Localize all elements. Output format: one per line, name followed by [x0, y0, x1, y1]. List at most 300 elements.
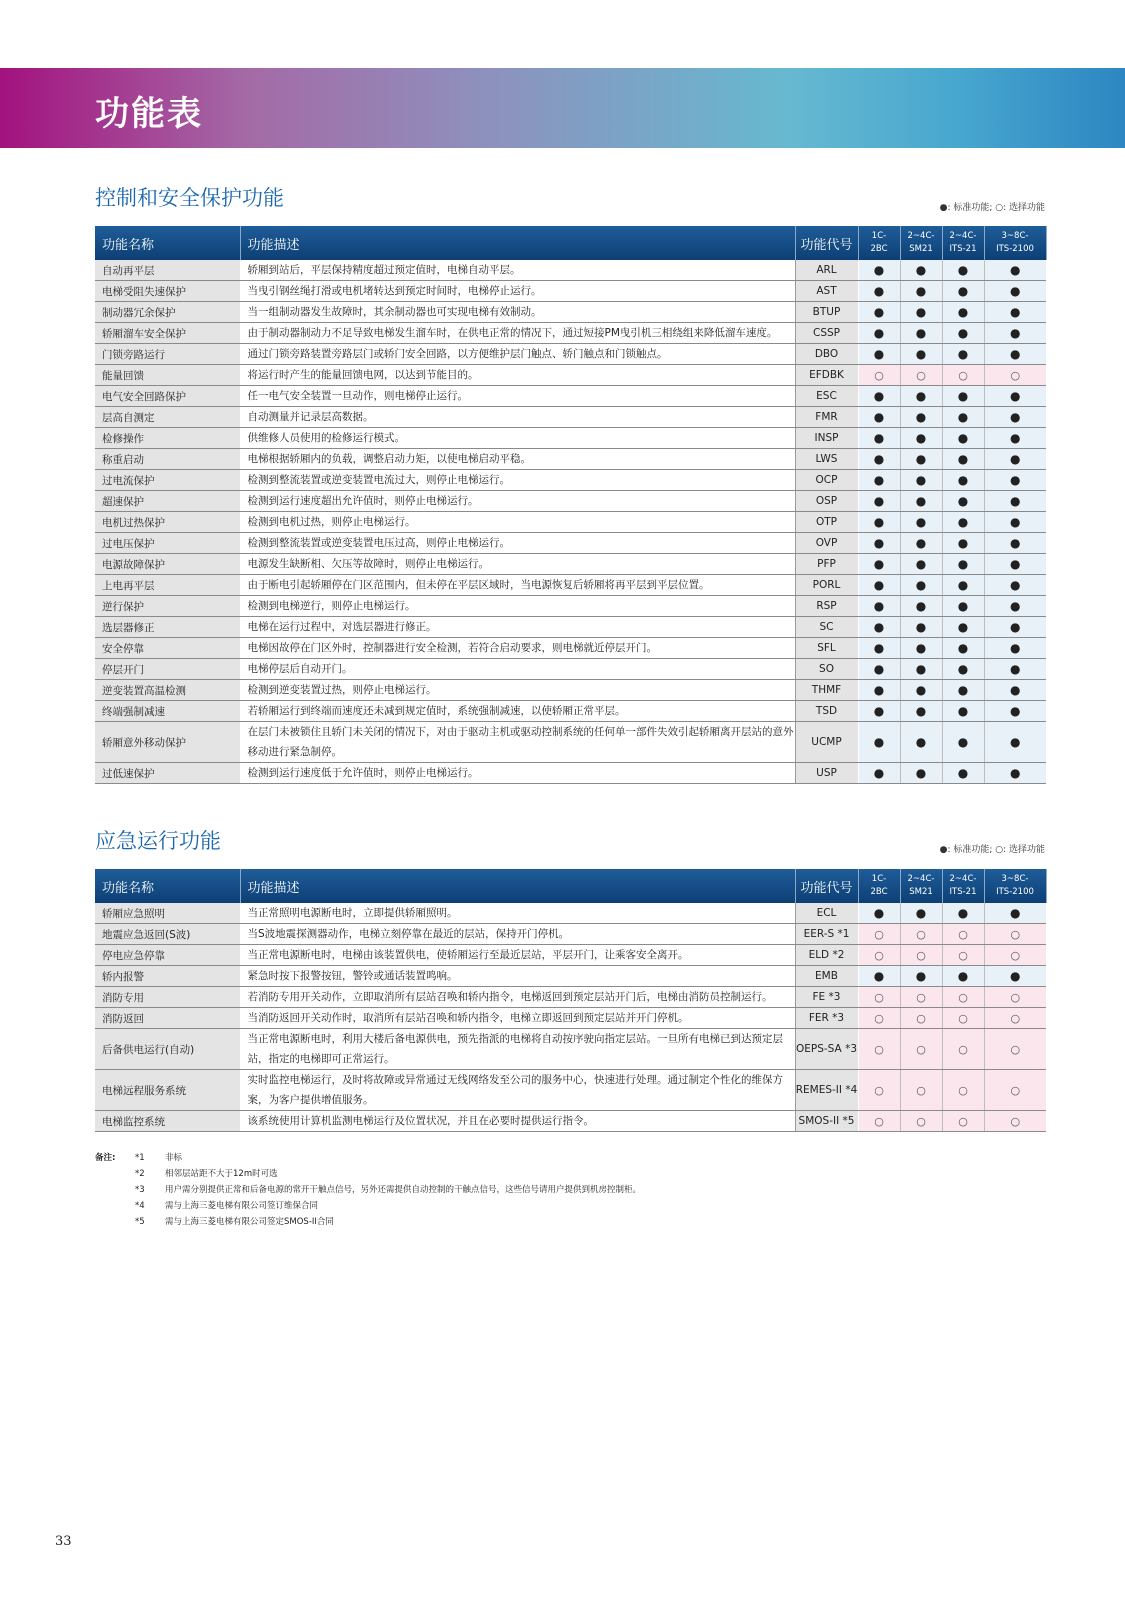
function-description: 检测到整流装置或逆变装置电流过大，则停止电梯运行。 [240, 470, 795, 491]
optional-mark: ○ [942, 924, 984, 945]
table-row [95, 323, 1046, 344]
function-description: 当正常电源断电时，电梯由该装置供电，使轿厢运行至最近层站，平层开门，让乘客安全离开。 [240, 945, 795, 966]
standard-mark: ● [984, 533, 1046, 554]
function-description: 紧急时按下报警按钮，警铃或通话装置鸣响。 [240, 966, 795, 987]
function-name: 过电压保护 [95, 533, 240, 554]
standard-mark: ● [858, 533, 900, 554]
function-code: AST [795, 281, 858, 302]
header-model: 2~4C- SM21 [900, 869, 942, 903]
note-text: 用户需分别提供正常和后备电源的常开干触点信号，另外还需提供自动控制的干触点信号，这些信号请用户提供到机房控制柜。 [165, 1185, 642, 1195]
standard-mark: ● [900, 491, 942, 512]
function-description: 检测到整流装置或逆变装置电压过高，则停止电梯运行。 [240, 533, 795, 554]
function-code: USP [795, 763, 858, 784]
function-name: 停层开门 [95, 659, 240, 680]
function-name: 电梯监控系统 [95, 1111, 240, 1132]
note-text: 相邻层站距不大于12m时可选 [165, 1169, 278, 1179]
note-item [135, 1182, 835, 1198]
standard-mark: ● [984, 386, 1046, 407]
header-name: 功能名称 [95, 226, 240, 260]
function-name: 电梯远程服务系统 [95, 1070, 240, 1111]
standard-mark: ● [900, 260, 942, 281]
standard-mark: ● [858, 428, 900, 449]
function-description: 轿厢到站后，平层保持精度超过预定值时，电梯自动平层。 [240, 260, 795, 281]
function-name: 称重启动 [95, 449, 240, 470]
header-code: 功能代号 [795, 869, 858, 903]
standard-mark: ● [900, 281, 942, 302]
function-description: 检测到电梯逆行，则停止电梯运行。 [240, 596, 795, 617]
optional-mark: ○ [858, 1029, 900, 1070]
standard-mark: ● [984, 407, 1046, 428]
function-code: ELD *2 [795, 945, 858, 966]
header-model: 2~4C- ITS-21 [942, 226, 984, 260]
function-name: 选层器修正 [95, 617, 240, 638]
standard-mark: ● [858, 323, 900, 344]
standard-mark: ● [942, 638, 984, 659]
function-name: 消防返回 [95, 1008, 240, 1029]
standard-mark: ● [900, 533, 942, 554]
function-name: 制动器冗余保护 [95, 302, 240, 323]
note-key: *3 [135, 1185, 145, 1195]
page-title: 功能表 [95, 94, 203, 134]
function-description: 当S波地震探测器动作，电梯立刻停靠在最近的层站，保持开门停机。 [240, 924, 795, 945]
standard-mark: ● [900, 407, 942, 428]
table-row [95, 903, 1046, 924]
standard-mark: ● [900, 763, 942, 784]
standard-mark: ● [942, 680, 984, 701]
function-name: 能量回馈 [95, 365, 240, 386]
note-key: *5 [135, 1217, 145, 1227]
standard-mark: ● [858, 680, 900, 701]
standard-mark: ● [942, 344, 984, 365]
function-description: 当曳引钢丝绳打滑或电机堵转达到预定时间时，电梯停止运行。 [240, 281, 795, 302]
function-name: 电机过热保护 [95, 512, 240, 533]
standard-mark: ● [900, 323, 942, 344]
standard-mark: ● [858, 638, 900, 659]
note-item [135, 1150, 835, 1166]
standard-mark: ● [900, 344, 942, 365]
standard-mark: ● [900, 386, 942, 407]
standard-mark: ● [900, 701, 942, 722]
standard-mark: ● [858, 260, 900, 281]
function-name: 逆变装置高温检测 [95, 680, 240, 701]
header-name: 功能名称 [95, 869, 240, 903]
function-name: 逆行保护 [95, 596, 240, 617]
function-name: 过电流保护 [95, 470, 240, 491]
standard-mark: ● [942, 575, 984, 596]
standard-mark: ● [900, 903, 942, 924]
standard-mark: ● [858, 491, 900, 512]
function-description: 将运行时产生的能量回馈电网，以达到节能目的。 [240, 365, 795, 386]
table-row [95, 966, 1046, 987]
function-name: 自动再平层 [95, 260, 240, 281]
table-row [95, 1029, 1046, 1070]
function-code: PORL [795, 575, 858, 596]
header-description: 功能描述 [240, 226, 795, 260]
table-row [95, 554, 1046, 575]
function-code: OVP [795, 533, 858, 554]
standard-mark: ● [942, 323, 984, 344]
header-model: 3~8C- ITS-2100 [984, 869, 1046, 903]
function-description: 若消防专用开关动作，立即取消所有层站召唤和轿内指令，电梯返回到预定层站开门后，电梯由消防员控制运行。 [240, 987, 795, 1008]
standard-mark: ● [942, 554, 984, 575]
note-item [135, 1166, 835, 1182]
header-description: 功能描述 [240, 869, 795, 903]
optional-mark: ○ [984, 1111, 1046, 1132]
standard-mark: ● [984, 701, 1046, 722]
standard-mark: ● [900, 449, 942, 470]
function-description: 实时监控电梯运行，及时将故障或异常通过无线网络发至公司的服务中心，快速进行处理。通过制定个性化的维保方案，为客户提供增值服务。 [240, 1070, 795, 1111]
function-description: 通过门锁旁路装置旁路层门或轿门安全回路，以方便维护层门触点、轿门触点和门锁触点。 [240, 344, 795, 365]
optional-mark: ○ [858, 987, 900, 1008]
function-name: 轿厢溜车安全保护 [95, 323, 240, 344]
optional-mark: ○ [858, 365, 900, 386]
optional-mark: ○ [858, 1111, 900, 1132]
function-name: 检修操作 [95, 428, 240, 449]
standard-mark: ● [984, 638, 1046, 659]
function-name: 地震应急返回(S波) [95, 924, 240, 945]
standard-mark: ● [858, 966, 900, 987]
standard-mark: ● [984, 722, 1046, 763]
table-row [95, 722, 1046, 763]
standard-mark: ● [942, 701, 984, 722]
standard-mark: ● [942, 512, 984, 533]
table-row [95, 491, 1046, 512]
header-model: 3~8C- ITS-2100 [984, 226, 1046, 260]
optional-mark: ○ [984, 1070, 1046, 1111]
function-code: OSP [795, 491, 858, 512]
standard-mark: ● [942, 903, 984, 924]
standard-mark: ● [984, 966, 1046, 987]
function-name: 终端强制减速 [95, 701, 240, 722]
function-code: OTP [795, 512, 858, 533]
function-name: 电梯受阻失速保护 [95, 281, 240, 302]
function-name: 上电再平层 [95, 575, 240, 596]
standard-mark: ● [942, 428, 984, 449]
standard-mark: ● [858, 386, 900, 407]
function-code: OEPS-SA *3 [795, 1029, 858, 1070]
function-name: 层高自测定 [95, 407, 240, 428]
standard-mark: ● [984, 428, 1046, 449]
standard-mark: ● [900, 470, 942, 491]
table-row [95, 428, 1046, 449]
function-code: THMF [795, 680, 858, 701]
function-code: OCP [795, 470, 858, 491]
function-code: SMOS-II *5 [795, 1111, 858, 1132]
standard-mark: ● [942, 596, 984, 617]
function-code: EER-S *1 [795, 924, 858, 945]
standard-mark: ● [858, 344, 900, 365]
standard-mark: ● [984, 470, 1046, 491]
standard-mark: ● [942, 722, 984, 763]
optional-mark: ○ [984, 365, 1046, 386]
function-code: CSSP [795, 323, 858, 344]
function-code: RSP [795, 596, 858, 617]
note-text: 非标 [165, 1153, 183, 1163]
header-code: 功能代号 [795, 226, 858, 260]
optional-mark: ○ [942, 1070, 984, 1111]
table-row [95, 680, 1046, 701]
standard-mark: ● [984, 575, 1046, 596]
standard-mark: ● [984, 281, 1046, 302]
note-key: *4 [135, 1201, 145, 1211]
table-row [95, 1111, 1046, 1132]
standard-mark: ● [984, 491, 1046, 512]
optional-mark: ○ [984, 945, 1046, 966]
function-name: 门锁旁路运行 [95, 344, 240, 365]
note-text: 需与上海三菱电梯有限公司签订维保合同 [165, 1201, 319, 1211]
standard-mark: ● [942, 281, 984, 302]
table-row [95, 638, 1046, 659]
function-description: 检测到运行速度低于允许值时，则停止电梯运行。 [240, 763, 795, 784]
table-row [95, 344, 1046, 365]
standard-mark: ● [984, 512, 1046, 533]
page-number: 33 [55, 1534, 72, 1549]
standard-mark: ● [858, 575, 900, 596]
optional-mark: ○ [942, 365, 984, 386]
function-name: 过低速保护 [95, 763, 240, 784]
standard-mark: ● [900, 428, 942, 449]
header-model: 1C- 2BC [858, 226, 900, 260]
standard-mark: ● [858, 617, 900, 638]
notes-label: 备注: [95, 1153, 116, 1163]
note-key: *2 [135, 1169, 145, 1179]
function-code: FER *3 [795, 1008, 858, 1029]
function-code: EFDBK [795, 365, 858, 386]
function-name: 停电应急停靠 [95, 945, 240, 966]
note-item [135, 1198, 835, 1214]
emergency-function-table [95, 869, 1047, 1132]
standard-mark: ● [984, 302, 1046, 323]
optional-mark: ○ [984, 1029, 1046, 1070]
table-row [95, 945, 1046, 966]
function-description: 供维修人员使用的检修运行模式。 [240, 428, 795, 449]
function-description: 检测到电机过热，则停止电梯运行。 [240, 512, 795, 533]
function-description: 自动测量并记录层高数据。 [240, 407, 795, 428]
function-code: ESC [795, 386, 858, 407]
standard-mark: ● [942, 302, 984, 323]
optional-mark: ○ [942, 1029, 984, 1070]
function-code: BTUP [795, 302, 858, 323]
table-header-row [95, 226, 1046, 260]
note-key: *1 [135, 1153, 145, 1163]
standard-mark: ● [858, 470, 900, 491]
standard-mark: ● [900, 659, 942, 680]
table-row [95, 281, 1046, 302]
table-row [95, 533, 1046, 554]
standard-mark: ● [900, 302, 942, 323]
legend-safety: ●: 标准功能; ○: 选择功能 [939, 203, 1045, 213]
optional-mark: ○ [900, 987, 942, 1008]
optional-mark: ○ [858, 945, 900, 966]
function-code: INSP [795, 428, 858, 449]
function-name: 电气安全回路保护 [95, 386, 240, 407]
function-description: 检测到逆变装置过热，则停止电梯运行。 [240, 680, 795, 701]
function-description: 当正常照明电源断电时，立即提供轿厢照明。 [240, 903, 795, 924]
table-row [95, 659, 1046, 680]
optional-mark: ○ [900, 924, 942, 945]
function-name: 后备供电运行(自动) [95, 1029, 240, 1070]
standard-mark: ● [858, 449, 900, 470]
optional-mark: ○ [942, 1111, 984, 1132]
optional-mark: ○ [984, 1008, 1046, 1029]
standard-mark: ● [900, 512, 942, 533]
standard-mark: ● [942, 407, 984, 428]
function-code: ECL [795, 903, 858, 924]
function-description: 电梯在运行过程中，对选层器进行修正。 [240, 617, 795, 638]
function-name: 轿内报警 [95, 966, 240, 987]
standard-mark: ● [942, 449, 984, 470]
function-description: 由于断电引起轿厢停在门区范围内，但未停在平层区域时，当电源恢复后轿厢将再平层到平层位置。 [240, 575, 795, 596]
function-description: 电梯停层后自动开门。 [240, 659, 795, 680]
optional-mark: ○ [900, 1008, 942, 1029]
table-row [95, 701, 1046, 722]
standard-mark: ● [942, 491, 984, 512]
function-description: 在层门未被锁住且轿门未关闭的情况下，对由于驱动主机或驱动控制系统的任何单一部件失效引起轿厢离开层站的意外移动进行紧急制停。 [240, 722, 795, 763]
function-description: 当消防返回开关动作时，取消所有层站召唤和轿内指令，电梯立即返回到预定层站并开门停机。 [240, 1008, 795, 1029]
function-name: 电源故障保护 [95, 554, 240, 575]
optional-mark: ○ [984, 924, 1046, 945]
standard-mark: ● [984, 596, 1046, 617]
optional-mark: ○ [900, 365, 942, 386]
function-name: 轿厢意外移动保护 [95, 722, 240, 763]
standard-mark: ● [984, 323, 1046, 344]
standard-mark: ● [942, 533, 984, 554]
function-code: ARL [795, 260, 858, 281]
standard-mark: ● [858, 596, 900, 617]
standard-mark: ● [942, 260, 984, 281]
table-row [95, 987, 1046, 1008]
table-row [95, 470, 1046, 491]
function-name: 轿厢应急照明 [95, 903, 240, 924]
standard-mark: ● [858, 554, 900, 575]
optional-mark: ○ [900, 1111, 942, 1132]
standard-mark: ● [900, 554, 942, 575]
standard-mark: ● [942, 386, 984, 407]
function-code: UCMP [795, 722, 858, 763]
standard-mark: ● [984, 449, 1046, 470]
function-description: 若轿厢运行到终端而速度还未减到规定值时，系统强制减速，以使轿厢正常平层。 [240, 701, 795, 722]
function-description: 任一电气安全装置一旦动作，则电梯停止运行。 [240, 386, 795, 407]
table-row [95, 596, 1046, 617]
function-code: FE *3 [795, 987, 858, 1008]
function-description: 电梯因故停在门区外时，控制器进行安全检测，若符合启动要求，则电梯就近停层开门。 [240, 638, 795, 659]
standard-mark: ● [984, 554, 1046, 575]
standard-mark: ● [942, 659, 984, 680]
section-title-safety: 控制和安全保护功能 [95, 186, 284, 210]
standard-mark: ● [858, 407, 900, 428]
function-name: 安全停靠 [95, 638, 240, 659]
optional-mark: ○ [984, 987, 1046, 1008]
header-model: 1C- 2BC [858, 869, 900, 903]
function-code: SO [795, 659, 858, 680]
table-row [95, 1070, 1046, 1111]
standard-mark: ● [984, 763, 1046, 784]
function-code: TSD [795, 701, 858, 722]
standard-mark: ● [984, 344, 1046, 365]
function-description: 电源发生缺断相、欠压等故障时，则停止电梯运行。 [240, 554, 795, 575]
table-row [95, 575, 1046, 596]
standard-mark: ● [900, 966, 942, 987]
standard-mark: ● [984, 260, 1046, 281]
standard-mark: ● [858, 903, 900, 924]
standard-mark: ● [942, 966, 984, 987]
optional-mark: ○ [942, 1008, 984, 1029]
optional-mark: ○ [942, 945, 984, 966]
note-text: 需与上海三菱电梯有限公司签定SMOS-II合同 [165, 1217, 334, 1227]
notes-list [135, 1150, 835, 1230]
table-row [95, 260, 1046, 281]
standard-mark: ● [942, 470, 984, 491]
optional-mark: ○ [858, 1070, 900, 1111]
table-row [95, 365, 1046, 386]
function-description: 电梯根据轿厢内的负载，调整启动力矩，以使电梯启动平稳。 [240, 449, 795, 470]
standard-mark: ● [984, 903, 1046, 924]
function-code: PFP [795, 554, 858, 575]
function-description: 由于制动器制动力不足导致电梯发生溜车时，在供电正常的情况下，通过短接PM曳引机三相绕组来降低溜车速度。 [240, 323, 795, 344]
standard-mark: ● [900, 638, 942, 659]
standard-mark: ● [900, 680, 942, 701]
function-code: SFL [795, 638, 858, 659]
function-description: 当一组制动器发生故障时，其余制动器也可实现电梯有效制动。 [240, 302, 795, 323]
optional-mark: ○ [858, 1008, 900, 1029]
table-row [95, 617, 1046, 638]
table-row [95, 1008, 1046, 1029]
standard-mark: ● [984, 617, 1046, 638]
optional-mark: ○ [942, 987, 984, 1008]
note-item [135, 1214, 835, 1230]
standard-mark: ● [984, 680, 1046, 701]
function-description: 当正常电源断电时，利用大楼后备电源供电，预先指派的电梯将自动按序驶向指定层站。一旦所有电梯已到达预定层站，指定的电梯即可正常运行。 [240, 1029, 795, 1070]
table-row [95, 449, 1046, 470]
table-row [95, 924, 1046, 945]
standard-mark: ● [858, 302, 900, 323]
standard-mark: ● [858, 701, 900, 722]
table-row [95, 512, 1046, 533]
table-row [95, 302, 1046, 323]
function-code: REMES-II *4 [795, 1070, 858, 1111]
function-code: DBO [795, 344, 858, 365]
standard-mark: ● [858, 722, 900, 763]
table-header-row [95, 869, 1046, 903]
optional-mark: ○ [900, 1029, 942, 1070]
function-name: 超速保护 [95, 491, 240, 512]
standard-mark: ● [984, 659, 1046, 680]
optional-mark: ○ [858, 924, 900, 945]
function-code: EMB [795, 966, 858, 987]
section-title-emergency: 应急运行功能 [95, 829, 221, 853]
optional-mark: ○ [900, 1070, 942, 1111]
header-model: 2~4C- ITS-21 [942, 869, 984, 903]
function-code: SC [795, 617, 858, 638]
standard-mark: ● [900, 722, 942, 763]
function-description: 该系统使用计算机监测电梯运行及位置状况，并且在必要时提供运行指令。 [240, 1111, 795, 1132]
legend-emergency: ●: 标准功能; ○: 选择功能 [939, 845, 1045, 855]
title-banner [0, 68, 1125, 148]
function-code: LWS [795, 449, 858, 470]
standard-mark: ● [858, 659, 900, 680]
standard-mark: ● [900, 575, 942, 596]
standard-mark: ● [942, 763, 984, 784]
standard-mark: ● [858, 512, 900, 533]
standard-mark: ● [858, 281, 900, 302]
optional-mark: ○ [900, 945, 942, 966]
function-name: 消防专用 [95, 987, 240, 1008]
standard-mark: ● [900, 596, 942, 617]
table-row [95, 407, 1046, 428]
table-row [95, 763, 1046, 784]
header-model: 2~4C- SM21 [900, 226, 942, 260]
function-code: FMR [795, 407, 858, 428]
